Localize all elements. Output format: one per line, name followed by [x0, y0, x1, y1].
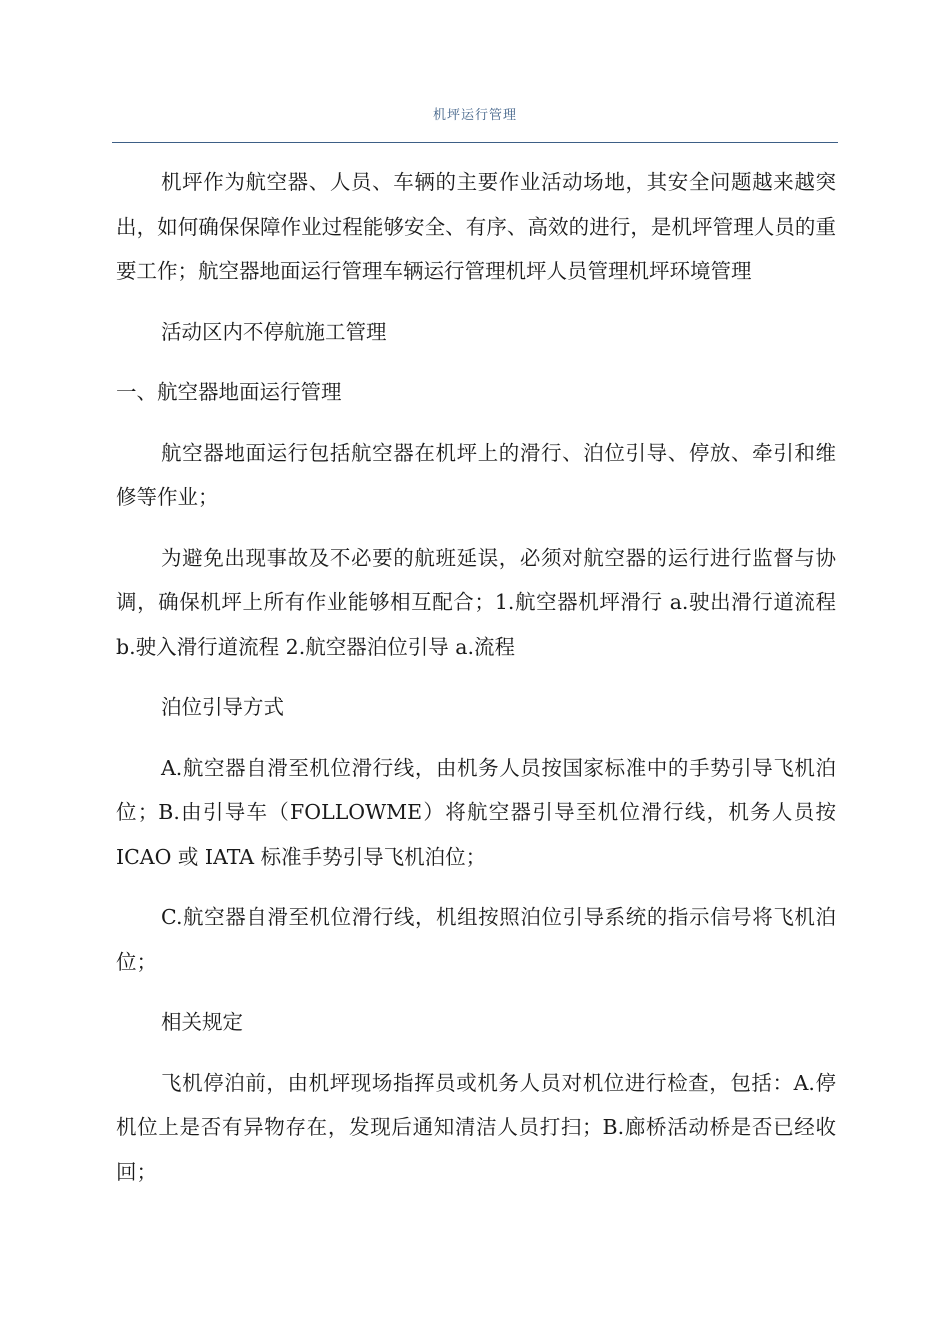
paragraph-regulations-heading: 相关规定: [161, 1010, 243, 1034]
paragraph-docking-method-ab: A.航空器自滑至机位滑行线，由机务人员按国家标准中的手势引导飞机泊位；B.由引导车（FOLLOWME）将航空器引导至机位滑行线，机务人员按 ICAO 或 IATA 标准手势引导飞机泊位；: [116, 755, 836, 869]
paragraph-docking-method-c: C.航空器自滑至机位滑行线，机组按照泊位引导系统的指示信号将飞机泊位；: [116, 905, 836, 974]
document-body: [116, 160, 836, 1210]
paragraph-construction-heading: 活动区内不停航施工管理: [161, 319, 387, 344]
paragraph-docking-methods-heading: 泊位引导方式: [161, 695, 284, 719]
paragraph-ground-ops-scope: 航空器地面运行包括航空器在机坪上的滑行、泊位引导、停放、牵引和维修等作业；: [116, 440, 836, 509]
paragraph-coordination: 为避免出现事故及不必要的航班延误，必须对航空器的运行进行监督与协调，确保机坪上所有作业能够相互配合；1.航空器机坪滑行 a.驶出滑行道流程 b.驶入滑行道流程 2.航空器泊位引导 a.流程: [116, 545, 836, 659]
paragraph-pre-docking-check: 飞机停泊前，由机坪现场指挥员或机务人员对机位进行检查，包括：A.停机位上是否有异物存在，发现后通知清洁人员打扫；B.廊桥活动桥是否已经收回；: [116, 1070, 836, 1184]
section-heading-aircraft-ground-ops: 一、航空器地面运行管理: [116, 380, 342, 404]
header-divider: [112, 142, 838, 143]
paragraph-intro: 机坪作为航空器、人员、车辆的主要作业活动场地，其安全问题越来越突出，如何确保保障作业过程能够安全、有序、高效的进行，是机坪管理人员的重要工作；航空器地面运行管理车辆运行管理机坪人员管理机坪环境管理: [116, 170, 836, 283]
page-header-title: 机坪运行管理: [432, 108, 517, 123]
